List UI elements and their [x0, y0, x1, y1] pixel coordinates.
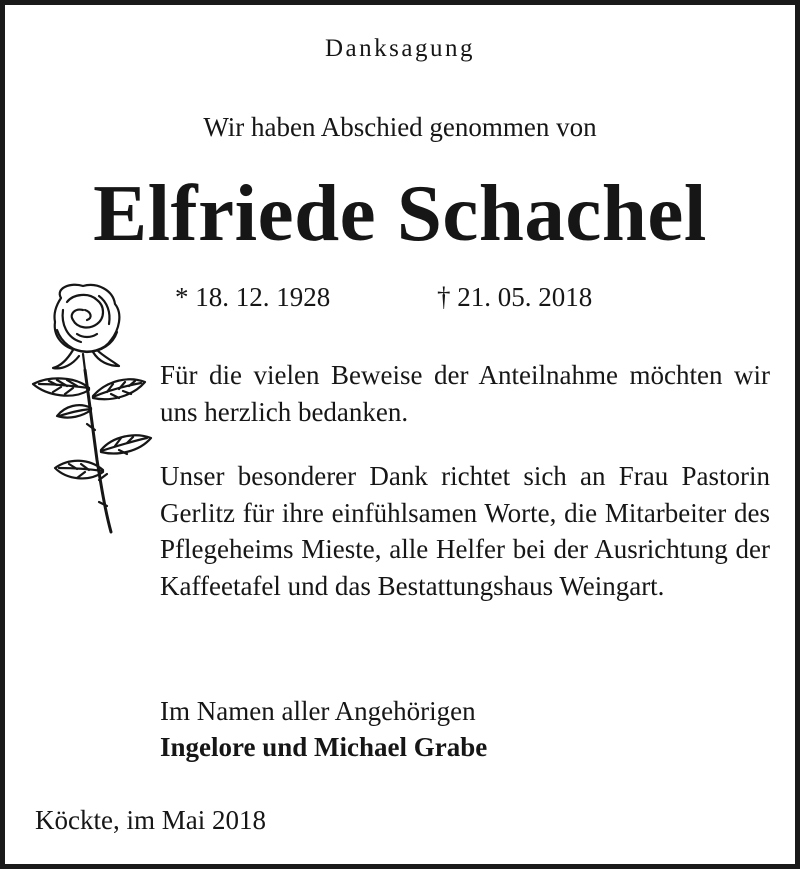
signers: Ingelore und Michael Grabe: [160, 732, 488, 762]
thanks-paragraph-1: Für die vielen Beweise der Anteilnahme möchten wir uns herzlich bedanken.: [160, 360, 770, 427]
deceased-name: Elfriede Schachel: [93, 168, 707, 258]
rose-icon: [27, 280, 167, 538]
notice-heading: Danksagung: [325, 35, 475, 62]
intro-line: Wir haben Abschied genommen von: [203, 112, 597, 142]
closing-line: Im Namen aller Angehörigen: [160, 696, 476, 726]
birth-date: * 18. 12. 1928: [175, 282, 331, 312]
thanks-paragraph-2: Unser besonderer Dank richtet sich an Frau Pastorin Gerlitz für ihre einfühlsamen Worte, die Mitarbeiter des Pflegeheims Mieste, alle Helfer bei der Ausrichtung der Kaffeetafel und das Bestattungshaus Weingart.: [160, 461, 770, 601]
place-date: Köckte, im Mai 2018: [35, 805, 266, 835]
death-date: † 21. 05. 2018: [437, 282, 593, 312]
closing-block: [160, 693, 487, 765]
